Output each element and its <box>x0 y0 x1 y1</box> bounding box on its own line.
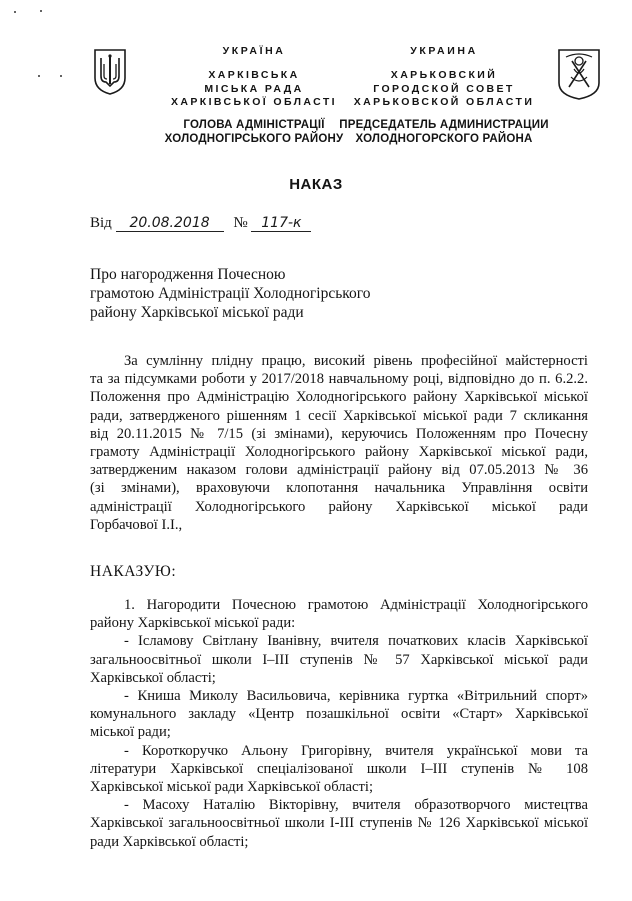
scan-speck <box>38 75 40 77</box>
item-line: 1. Нагородити Почесною грамотою Адміністрації Холодногірського <box>124 597 588 613</box>
header-russian <box>338 44 550 146</box>
subject-line: грамотою Адміністрації Холодногірського <box>90 285 371 302</box>
awardee-entry <box>90 742 588 797</box>
scan-speck <box>40 10 42 12</box>
preamble-line: Положення про Адміністрацію Холодногірського району Харківської міської <box>90 389 588 406</box>
kharkiv-city-coat-of-arms-icon <box>556 47 602 101</box>
awardee-line: - Короткоручко Альону Григорівну, вчителя української мови та <box>124 742 588 759</box>
country-name-ua: УКРАЇНА <box>222 45 286 57</box>
header-ukrainian <box>150 44 358 146</box>
preamble-paragraph <box>90 352 588 534</box>
date-value: 20.08.2018 <box>116 215 224 232</box>
awardee-line: комунального закладу «Центр позашкільної освіти «Старт» Харківської <box>90 706 588 723</box>
date-number-line <box>90 215 311 232</box>
preamble-line: ради, затвердженого рішенням 1 сесії Харківської міської ради 7 скликання <box>90 407 588 424</box>
council-line-3-ua: ХАРКІВСЬКОЇ ОБЛАСТІ <box>170 96 337 108</box>
preamble-line: (зі змінами), враховуючи клопотання начальника Управління освіти <box>90 480 588 497</box>
document-title: НАКАЗ <box>289 176 343 193</box>
awardee-line: міської ради; <box>90 724 171 741</box>
preamble-line: затвердженим наказом голови адміністрації району від 07.05.2013 № 36 <box>90 462 588 479</box>
scan-speck <box>14 11 16 13</box>
council-line-3-ru: ХАРЬКОВСКОЙ ОБЛАСТИ <box>353 96 535 108</box>
position-line-2-ua: ХОЛОДНОГІРСЬКОГО РАЙОНУ <box>164 132 344 145</box>
position-line-2-ru: ХОЛОДНОГОРСКОГО РАЙОНА <box>355 132 533 145</box>
awardee-entry <box>90 632 588 687</box>
order-subject <box>90 265 370 322</box>
awardee-entry <box>90 796 588 851</box>
awardee-line: Харківської загальноосвітньої школи І-ІІІ ступенів № 126 Харківської міської <box>90 815 588 832</box>
council-line-1-ru: ХАРЬКОВСКИЙ <box>390 69 498 81</box>
order-item-1 <box>90 596 588 851</box>
date-prefix: Від <box>90 215 112 231</box>
order-label: НАКАЗУЮ: <box>90 563 177 580</box>
trident-coat-of-arms-icon <box>92 48 128 96</box>
scan-speck <box>60 75 62 77</box>
awardee-line: загальноосвітньої школи І–ІІІ ступенів № 57 Харківської міської ради <box>90 651 588 668</box>
preamble-line: За сумлінну плідну працю, високий рівень професійної майстерності <box>124 353 588 369</box>
number-value: 117-к <box>251 215 311 232</box>
council-line-2-ru: ГОРОДСКОЙ СОВЕТ <box>373 82 515 95</box>
awardee-line: ради Харківської області; <box>90 833 249 850</box>
council-line-1-ua: ХАРКІВСЬКА <box>208 69 300 81</box>
preamble-line: Горбачової І.І., <box>90 516 183 533</box>
awardee-line: - Книша Миколу Васильовича, керівника гуртка «Вітрильний спорт» <box>124 688 588 705</box>
council-line-2-ua: МІСЬКА РАДА <box>204 82 304 95</box>
awardee-entry <box>90 687 588 742</box>
subject-line: району Харківської міської ради <box>90 304 304 321</box>
number-prefix: № <box>233 215 248 231</box>
awardee-line: літератури Харківської спеціалізованої школи І–ІІІ ступенів № 108 <box>90 760 588 777</box>
preamble-line: та за підсумками роботи у 2017/2018 навчальному році, відповідно до п. 6.2.2. <box>90 371 588 388</box>
subject-line: Про нагородження Почесною <box>90 266 286 283</box>
awardee-line: Харківської міської ради Харківської області; <box>90 779 374 796</box>
position-line-1-ua: ГОЛОВА АДМІНІСТРАЦІЇ <box>183 118 325 131</box>
preamble-line: адміністрації Холодногірського району Харківської міської ради <box>90 498 588 515</box>
position-line-1-ru: ПРЕДСЕДАТЕЛЬ АДМИНИСТРАЦИИ <box>339 118 549 131</box>
item-line: району Харківської міської ради: <box>90 615 296 632</box>
preamble-line: грамоту Адміністрації Холодногірського району Харківської міської ради, <box>90 444 588 461</box>
preamble-line: від 20.11.2015 № 7/15 (зі змінами), керуючись Положенням про Почесну <box>90 425 588 442</box>
awardee-line: Харківської області; <box>90 669 216 686</box>
awardee-line: - Ісламову Світлану Іванівну, вчителя початкових класів Харківської <box>124 633 588 650</box>
country-name-ru: УКРАИНА <box>410 45 478 57</box>
awardee-line: - Масоху Наталію Вікторівну, вчителя образотворчого мистецтва <box>124 797 588 814</box>
